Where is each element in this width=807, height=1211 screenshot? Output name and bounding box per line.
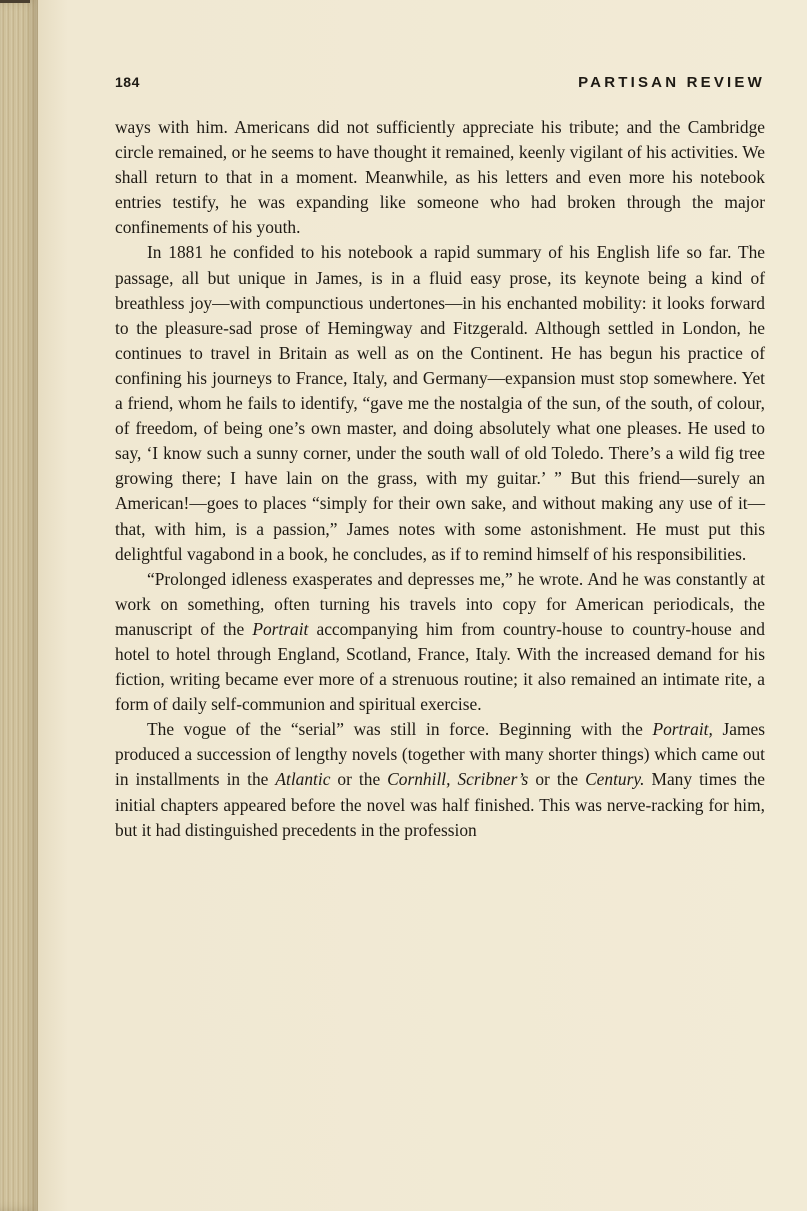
binding-corner-mark	[0, 0, 30, 17]
paragraph-2: In 1881 he confided to his notebook a rapid summary of his English life so far. The passage, all but unique in James, is in a fluid easy prose, its keynote being a kind of breathless joy—with compunctious undertones—in his enchanted mobility: it looks forward to the pleasure-sad prose of Hemingway and Fitzgerald. Although settled in London, he continues to travel in Britain as well as on the Continent. He has begun his practice of confining his journeys to France, Italy, and Germany—expansion must stop somewhere. Yet a friend, whom he fails to identify, “gave me the nostalgia of the sun, of the south, of colour, of freedom, of being one’s own master, and doing absolutely what one pleases. He used to say, ‘I know such a sunny corner, under the south wall of old Toledo. There’s a wild fig tree growing there; I have lain on the grass, with my guitar.’ ” But this friend—surely an American!—goes to places “simply for their own sake, and without making any use of it—that, with him, is a passion,” James notes with some astonishment. He must put this delightful vagabond in a book, he concludes, as if to remind himself of his responsibilities.	[115, 242, 765, 564]
paragraph-3-italic-title: Portrait	[252, 618, 309, 639]
paragraph-4-italic-1: Portrait,	[652, 719, 713, 740]
paragraph-4-text-2: James produced a succession of lengthy novels (together with many shorter things) which came out in installments in the	[115, 719, 766, 790]
page-header	[115, 74, 765, 98]
paragraph-4-italic-3: Cornhill, Scribner’s	[387, 769, 529, 790]
paragraph-4	[115, 717, 765, 842]
page-number: 184	[115, 74, 140, 90]
paragraph-4-italic-2: Atlantic	[275, 769, 331, 790]
body-text	[115, 115, 765, 843]
paragraph-3-text-after: accompanying him from country-house to country-house and hotel to hotel through England, Scotland, France, Italy. With the increased demand for his fiction, writing became ever more of a strenuous routine; it also remained an intimate rite, a form of daily self-communion and spiritual exercise.	[115, 618, 765, 715]
paragraph-3-text-before: “Prolonged idleness exasperates and depresses me,” he wrote. And he was constantly at work on something, often turning his travels into copy for American periodicals, the manuscript of the	[115, 568, 765, 639]
book-binding-edge	[0, 0, 38, 1211]
paragraph-1: ways with him. Americans did not sufficiently appreciate his tribute; and the Cambridge circle remained, or he seems to have thought it remained, keenly vigilant of his activities. We shall return to that in a moment. Meanwhile, as his letters and even more his notebook entries testify, he was expanding like someone who had broken through the major confinements of his youth.	[115, 117, 765, 238]
paragraph-4-text-1: The vogue of the “serial” was still in force. Beginning with the	[147, 719, 653, 740]
paragraph-4-italic-4: Century.	[585, 769, 645, 790]
paragraph-4-text-4: or the	[528, 769, 586, 790]
paragraph-4-text-3: or the	[330, 769, 388, 790]
paragraph-4-text-5: Many times the initial chapters appeared before the novel was half finished. This was nerve-racking for him, but it had distinguished precedents in the profession	[115, 769, 766, 840]
paragraph-3	[115, 567, 765, 718]
running-head: PARTISAN REVIEW	[578, 74, 765, 91]
